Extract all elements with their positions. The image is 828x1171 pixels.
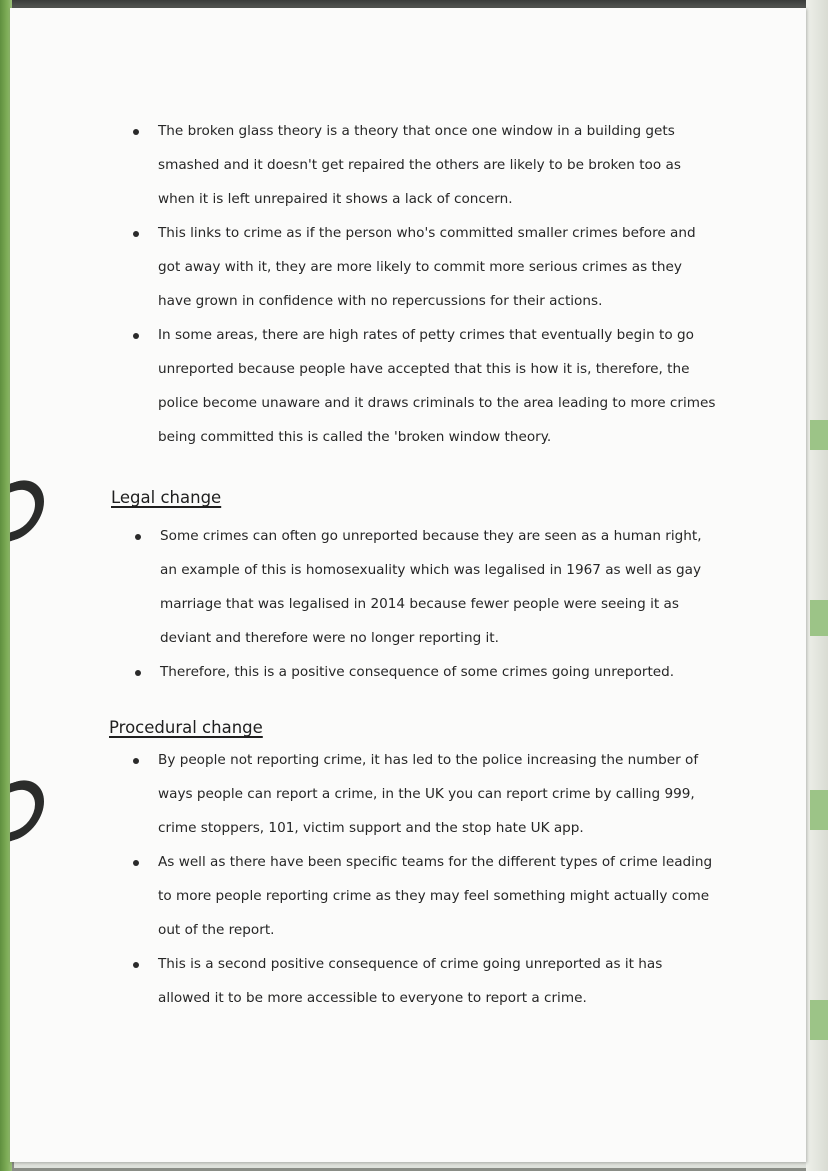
bullet-icon [133, 962, 139, 968]
procedural-change-bullet-list [10, 743, 806, 1015]
procedural-change-section [10, 743, 806, 1015]
list-item [160, 519, 720, 655]
bullet-icon [133, 860, 139, 866]
intro-section [10, 114, 806, 454]
list-item [158, 947, 718, 1015]
green-tab-marker [810, 600, 828, 636]
bullet-icon [133, 758, 139, 764]
bullet-text: This is a second positive consequence of crime going unreported as it has allowed it to be more accessible to everyone to report a crime. [158, 956, 663, 1006]
section-heading-legal-change: Legal change [111, 488, 222, 507]
bullet-icon [135, 534, 141, 540]
legal-change-section [10, 519, 806, 689]
list-item [158, 114, 718, 216]
list-item [158, 216, 718, 318]
green-tab-marker [810, 1000, 828, 1040]
bullet-text: As well as there have been specific teams for the different types of crime leading to more people reporting crime as they may feel something might actually come out of the report. [158, 854, 713, 938]
green-tab-marker [810, 790, 828, 830]
bullet-text: The broken glass theory is a theory that once one window in a building gets smashed and it doesn't get repaired the others are likely to be broken too as when it is left unrepaired it shows a lack of concern. [158, 123, 681, 207]
bullet-text: By people not reporting crime, it has led to the police increasing the number of ways people can report a crime, in the UK you can report crime by calling 999, crime stoppers, 101, victim support and the stop hate UK app. [158, 752, 699, 836]
bullet-icon [133, 333, 139, 339]
bullet-icon [133, 129, 139, 135]
list-item [160, 655, 720, 689]
list-item [158, 845, 718, 947]
bullet-icon [133, 231, 139, 237]
green-tab-marker [810, 420, 828, 450]
section-heading-procedural-change: Procedural change [109, 718, 263, 737]
bullet-icon [135, 670, 141, 676]
bullet-text: Some crimes can often go unreported because they are seen as a human right, an example of this is homosexuality which was legalised in 1967 as well as gay marriage that was legalised in 2014 because fewer people were seeing it as deviant and therefore were no longer reporting it. [160, 528, 702, 646]
list-item [158, 318, 718, 454]
document-body [10, 8, 806, 1162]
intro-bullet-list [10, 114, 806, 454]
list-item [158, 743, 718, 845]
bullet-text: Therefore, this is a positive consequence of some crimes going unreported. [160, 664, 675, 680]
page-stack-edge [806, 0, 828, 1171]
legal-change-bullet-list [10, 519, 806, 689]
paper-sheet [10, 8, 806, 1162]
bullet-text: This links to crime as if the person who's committed smaller crimes before and got away with it, they are more likely to commit more serious crimes as they have grown in confidence with no repercussions for their actions. [158, 225, 696, 309]
bullet-text: In some areas, there are high rates of petty crimes that eventually begin to go unreported because people have accepted that this is how it is, therefore, the police become unaware and it draws criminals to the area leading to more crimes being committed this is called the 'broken window theory. [158, 327, 716, 445]
